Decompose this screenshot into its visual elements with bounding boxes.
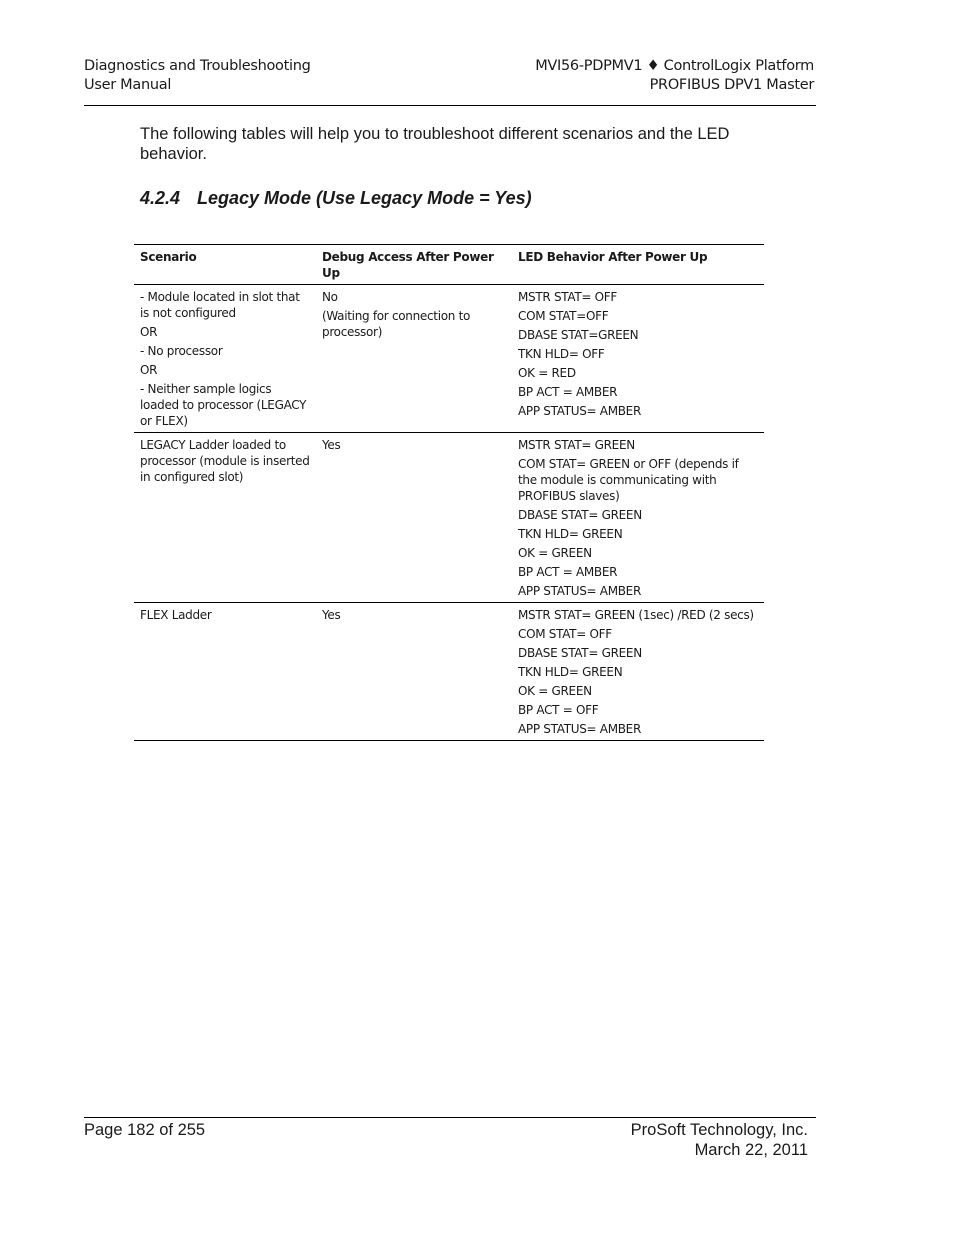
cell-line: OK = GREEN (518, 546, 592, 560)
cell-line: MSTR STAT= GREEN (518, 438, 635, 452)
cell-line: - No processor (140, 344, 223, 358)
cell-line: TKN HLD= OFF (518, 347, 605, 361)
cell-line: - Neither sample logics loaded to processor (LEGACY or FLEX) (140, 382, 307, 428)
cell-line: APP STATUS= AMBER (518, 404, 642, 418)
cell-line: APP STATUS= AMBER (518, 584, 642, 598)
cell-line: MSTR STAT= OFF (518, 290, 617, 304)
cell-line: DBASE STAT= GREEN (518, 508, 642, 522)
scenario-cell (134, 433, 316, 603)
cell-line: - Module located in slot that is not configured (140, 290, 300, 320)
scenario-cell (134, 285, 316, 433)
header-subproduct: PROFIBUS DPV1 Master (649, 77, 814, 93)
section-number: 4.2.4 (140, 188, 181, 208)
cell-line: Yes (322, 608, 341, 622)
cell-line: Yes (322, 438, 341, 452)
debug-access-cell (316, 433, 512, 603)
intro-paragraph: The following tables will help you to troubleshoot different scenarios and the LED behavior. (140, 125, 730, 163)
cell-line: DBASE STAT= GREEN (518, 646, 642, 660)
cell-line: OR (140, 325, 158, 339)
cell-line: DBASE STAT=GREEN (518, 328, 639, 342)
debug-access-cell (316, 285, 512, 433)
table-row (134, 433, 764, 603)
header-doc-type: User Manual (84, 77, 172, 93)
cell-line: BP ACT = OFF (518, 703, 599, 717)
cell-line: COM STAT= OFF (518, 627, 612, 641)
troubleshooting-table (134, 244, 764, 741)
cell-line: BP ACT = AMBER (518, 565, 618, 579)
scenario-cell (134, 603, 316, 741)
table-row (134, 285, 764, 433)
page-number: Page 182 of 255 (84, 1121, 206, 1139)
column-header-scenario: Scenario (140, 250, 197, 264)
led-behavior-cell (512, 285, 764, 433)
cell-line: TKN HLD= GREEN (518, 665, 623, 679)
table-header-row (134, 245, 764, 285)
section-title: Legacy Mode (Use Legacy Mode = Yes) (197, 188, 532, 208)
section-heading (140, 188, 532, 209)
cell-line: (Waiting for connection to processor) (322, 309, 471, 339)
cell-line: MSTR STAT= GREEN (1sec) /RED (2 secs) (518, 608, 754, 622)
cell-line: FLEX Ladder (140, 608, 212, 622)
column-header-led-behavior: LED Behavior After Power Up (518, 250, 708, 264)
cell-line: OR (140, 363, 158, 377)
cell-line: LEGACY Ladder loaded to processor (module is inserted in configured slot) (140, 438, 310, 484)
header-divider (84, 105, 816, 106)
column-header-debug-access: Debug Access After Power Up (322, 250, 494, 280)
led-behavior-cell (512, 433, 764, 603)
table-row (134, 603, 764, 741)
cell-line: APP STATUS= AMBER (518, 722, 642, 736)
cell-line: No (322, 290, 338, 304)
footer-divider (84, 1117, 816, 1118)
cell-line: OK = RED (518, 366, 576, 380)
cell-line: OK = GREEN (518, 684, 592, 698)
footer-company: ProSoft Technology, Inc. (630, 1121, 808, 1139)
cell-line: BP ACT = AMBER (518, 385, 618, 399)
header-product: MVI56-PDPMV1 ♦ ControlLogix Platform (535, 58, 814, 74)
cell-line: COM STAT= GREEN or OFF (depends if the module is communicating with PROFIBUS slaves) (518, 457, 739, 503)
cell-line: TKN HLD= GREEN (518, 527, 623, 541)
cell-line: COM STAT=OFF (518, 309, 609, 323)
led-behavior-cell (512, 603, 764, 741)
footer-date: March 22, 2011 (694, 1141, 808, 1159)
header-chapter: Diagnostics and Troubleshooting (84, 58, 311, 74)
debug-access-cell (316, 603, 512, 741)
